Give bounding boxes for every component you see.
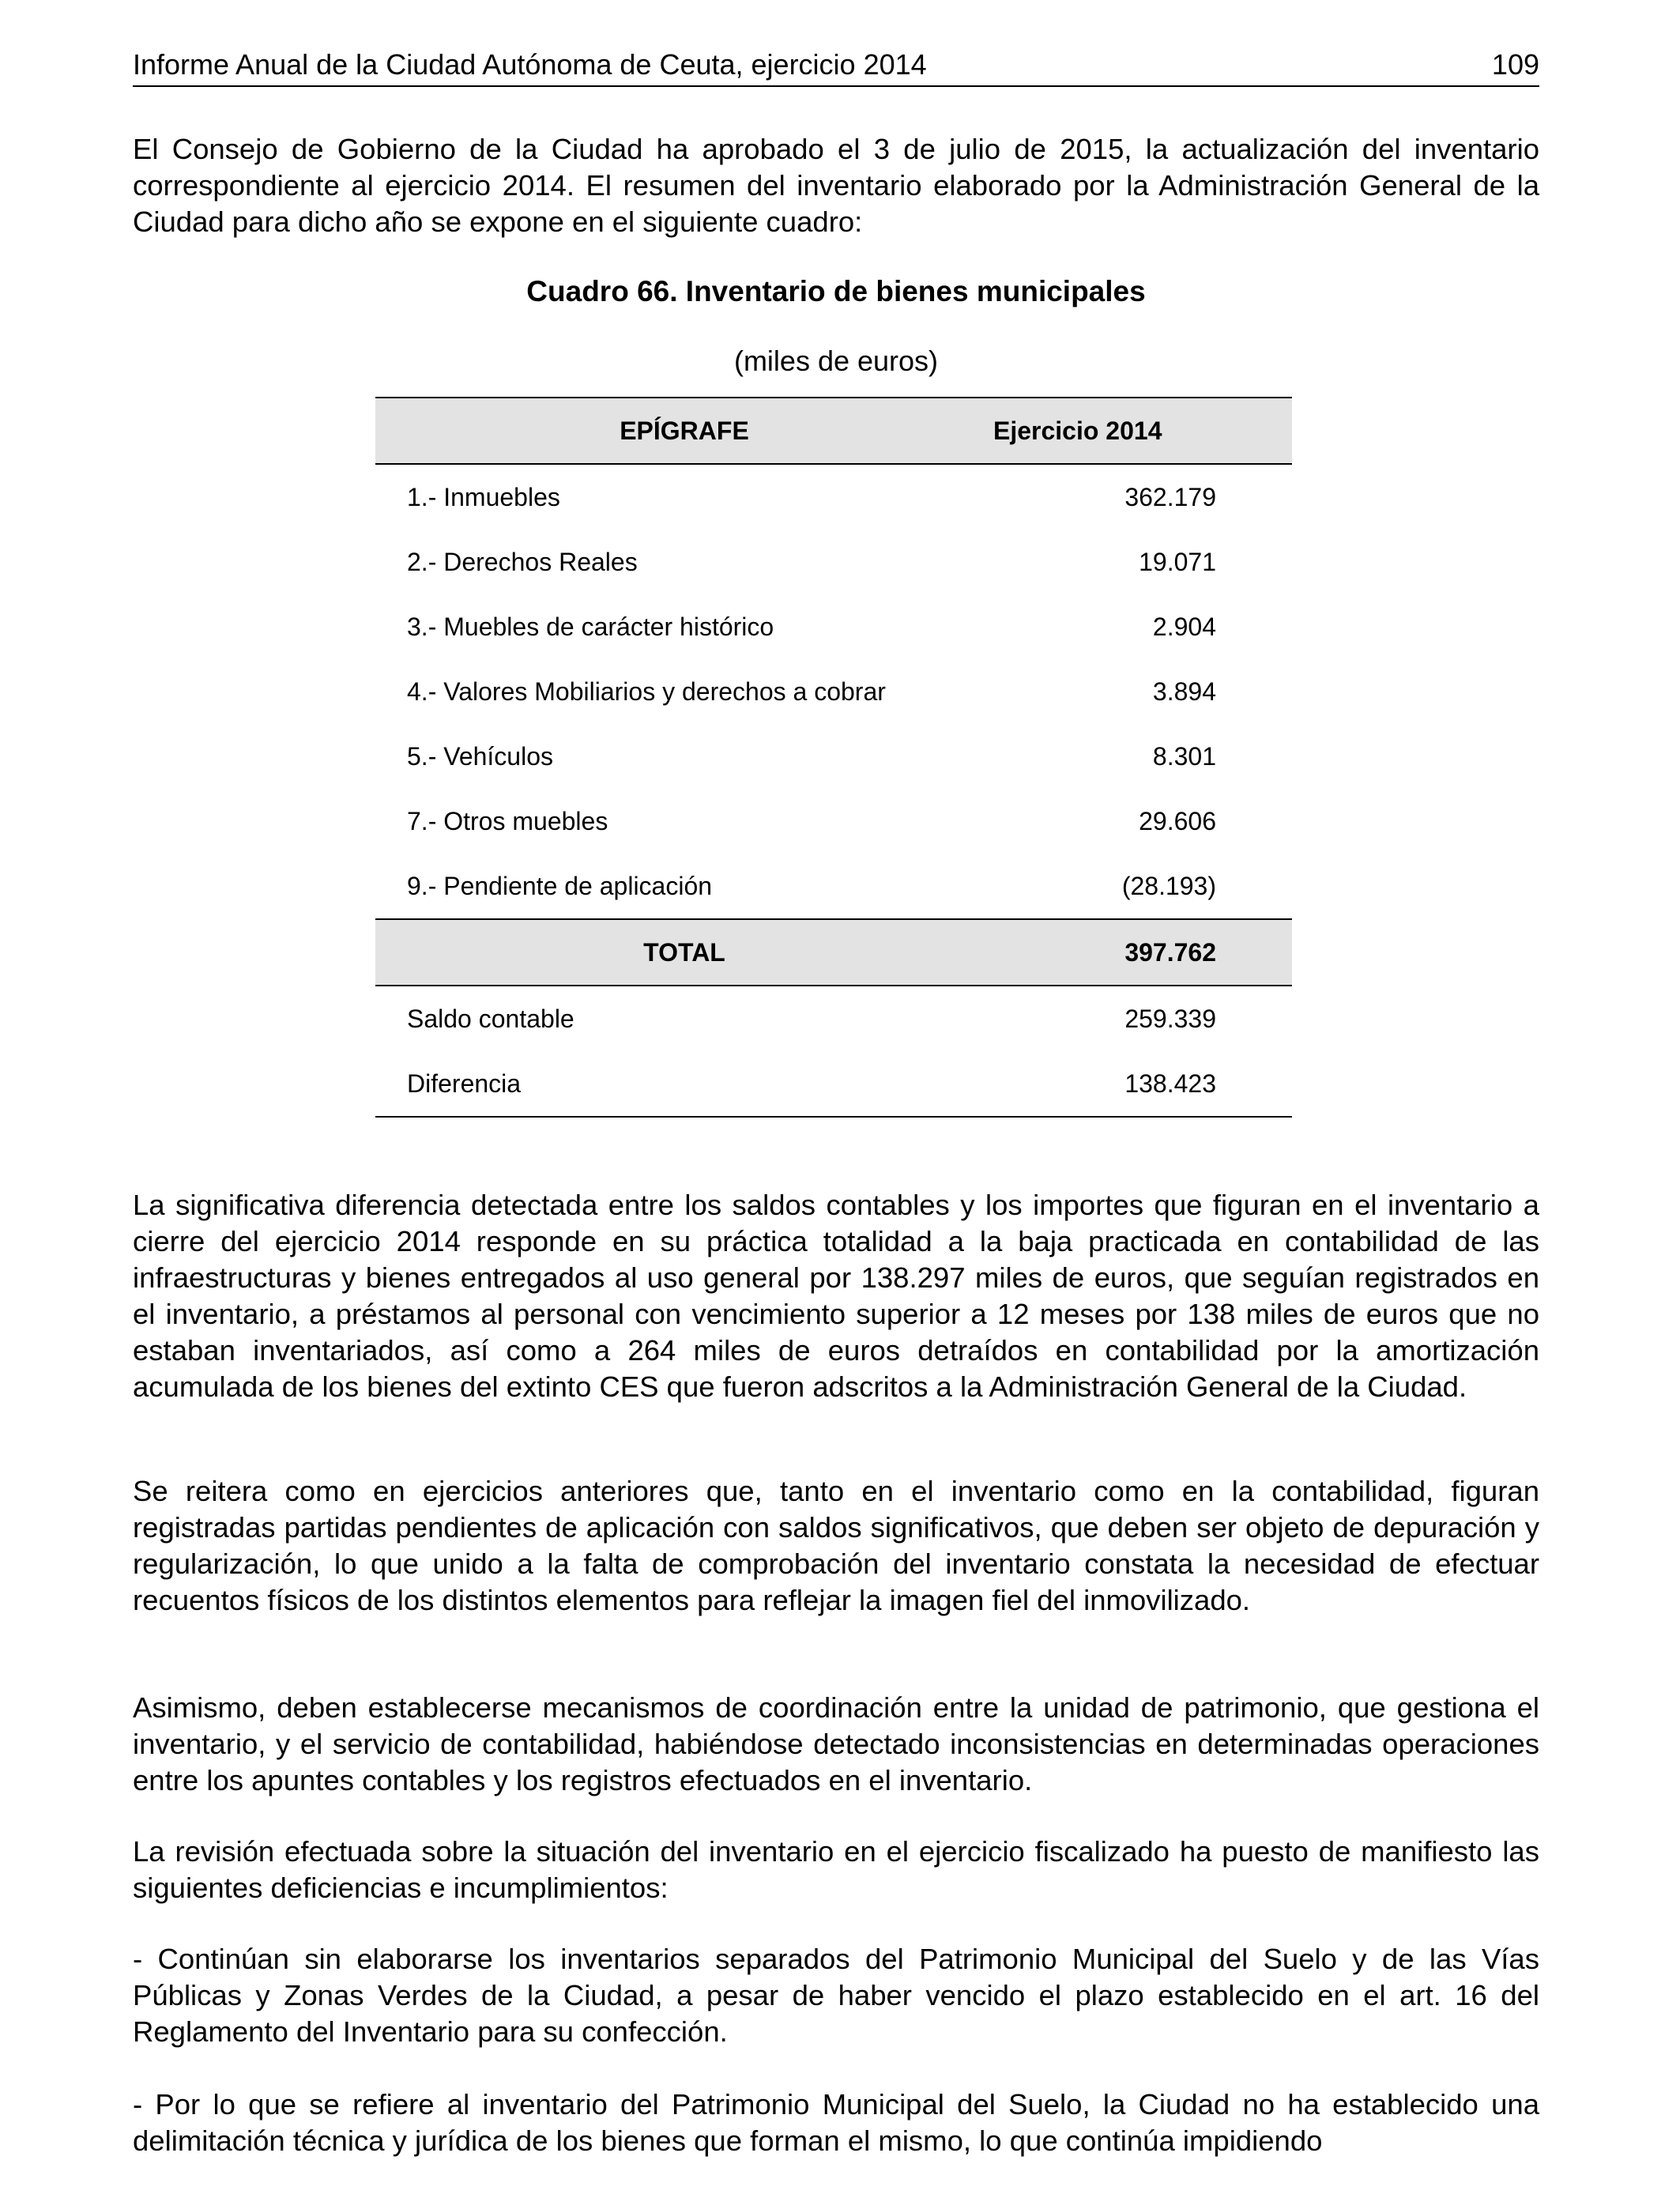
row-label: 1.- Inmuebles: [407, 482, 560, 511]
bullet-paragraph-2: - Por lo que se refiere al inventario del Patrimonio Municipal del Suelo, la Ciudad no ha establecido una delimitación técnica y jurídica de los bienes que forman el mismo, lo que continúa impidiendo: [133, 2088, 1539, 2157]
body-paragraph-1: La significativa diferencia detectada entre los saldos contables y los importes que figuran en el inventario a cierre del ejercicio 2014 responde en su práctica totalidad a la baja practicada en contabilidad de las infraestructuras y bienes entregados al uso general por 138.297 miles de euros, que seguían registrados en el inventario, a préstamos al personal con vencimiento superior a 12 meses por 138 miles de euros que no estaban inventariados, así como a 264 miles de euros detraídos en contabilidad por la amortización acumulada de los bienes del extinto CES que fueron adscritos a la Administración General de la Ciudad.: [133, 1189, 1539, 1403]
table-row: [375, 659, 1292, 724]
row-label: 7.- Otros muebles: [407, 806, 608, 835]
total-value: 397.762: [993, 919, 1292, 986]
row-value: 8.301: [1152, 741, 1216, 771]
row-value: 362.179: [1124, 482, 1216, 511]
saldo-contable-row: [375, 986, 1292, 1051]
page-number: 109: [1491, 48, 1539, 81]
inventory-table: [375, 397, 1292, 1118]
intro-paragraph: El Consejo de Gobierno de la Ciudad ha aprobado el 3 de julio de 2015, la actualización del inventario correspondiente al ejercicio 2014. El resumen del inventario elaborado por la Administración General de la Ciudad para dicho año se expone en el siguiente cuadro:: [133, 133, 1539, 238]
table-row: [375, 854, 1292, 919]
row-value: 19.071: [1139, 547, 1216, 576]
total-row: [375, 919, 1292, 986]
row-label: 4.- Valores Mobiliarios y derechos a cobrar: [407, 677, 886, 706]
table-units: (miles de euros): [733, 345, 939, 377]
body-paragraph-4: La revisión efectuada sobre la situación del inventario en el ejercicio fiscalizado ha puesto de manifiesto las siguientes deficiencias e incumplimientos:: [133, 1835, 1539, 1904]
row-label: 3.- Muebles de carácter histórico: [407, 612, 774, 641]
row-value: 29.606: [1139, 806, 1216, 835]
table-header-row: [375, 398, 1292, 464]
row-label: 5.- Vehículos: [407, 741, 553, 771]
table-row: [375, 530, 1292, 594]
row-value: 2.904: [1152, 612, 1216, 641]
diferencia-row: [375, 1051, 1292, 1117]
row-label: 9.- Pendiente de aplicación: [407, 871, 713, 900]
row-value: 259.339: [1124, 1004, 1216, 1033]
table-row: [375, 464, 1292, 530]
total-label: TOTAL: [375, 919, 993, 986]
column-header-epigrafe: EPÍGRAFE: [375, 398, 993, 464]
page-header: [133, 47, 1539, 87]
row-label: 2.- Derechos Reales: [407, 547, 638, 576]
row-value: (28.193): [1121, 871, 1216, 900]
table-caption: Cuadro 66. Inventario de bienes municipales: [526, 275, 1146, 307]
row-value: 138.423: [993, 1051, 1292, 1117]
table-row: [375, 594, 1292, 659]
body-paragraph-2: Se reitera como en ejercicios anteriores que, tanto en el inventario como en la contabilidad, figuran registradas partidas pendientes de aplicación con saldos significativos, que deben ser objeto de depuración y regularización, lo que unido a la falta de comprobación del inventario constata la necesidad de efectuar recuentos físicos de los distintos elementos para reflejar la imagen fiel del inmovilizado.: [133, 1475, 1539, 1616]
column-header-ejercicio: Ejercicio 2014: [993, 398, 1292, 464]
table-row: [375, 789, 1292, 854]
table-row: [375, 724, 1292, 789]
row-label: Diferencia: [375, 1051, 993, 1117]
body-paragraph-3: Asimismo, deben establecerse mecanismos de coordinación entre la unidad de patrimonio, que gestiona el inventario, y el servicio de contabilidad, habiéndose detectado inconsistencias en determinadas operaciones entre los apuntes contables y los registros efectuados en el inventario.: [133, 1691, 1539, 1796]
row-value: 3.894: [1152, 677, 1216, 706]
bullet-paragraph-1: - Continúan sin elaborarse los inventarios separados del Patrimonio Municipal del Suelo y de las Vías Públicas y Zonas Verdes de la Ciudad, a pesar de haber vencido el plazo establecido en el art. 16 del Reglamento del Inventario para su confección.: [133, 1943, 1539, 2048]
header-title: Informe Anual de la Ciudad Autónoma de Ceuta, ejercicio 2014: [133, 48, 927, 81]
row-label: Saldo contable: [407, 1004, 574, 1033]
